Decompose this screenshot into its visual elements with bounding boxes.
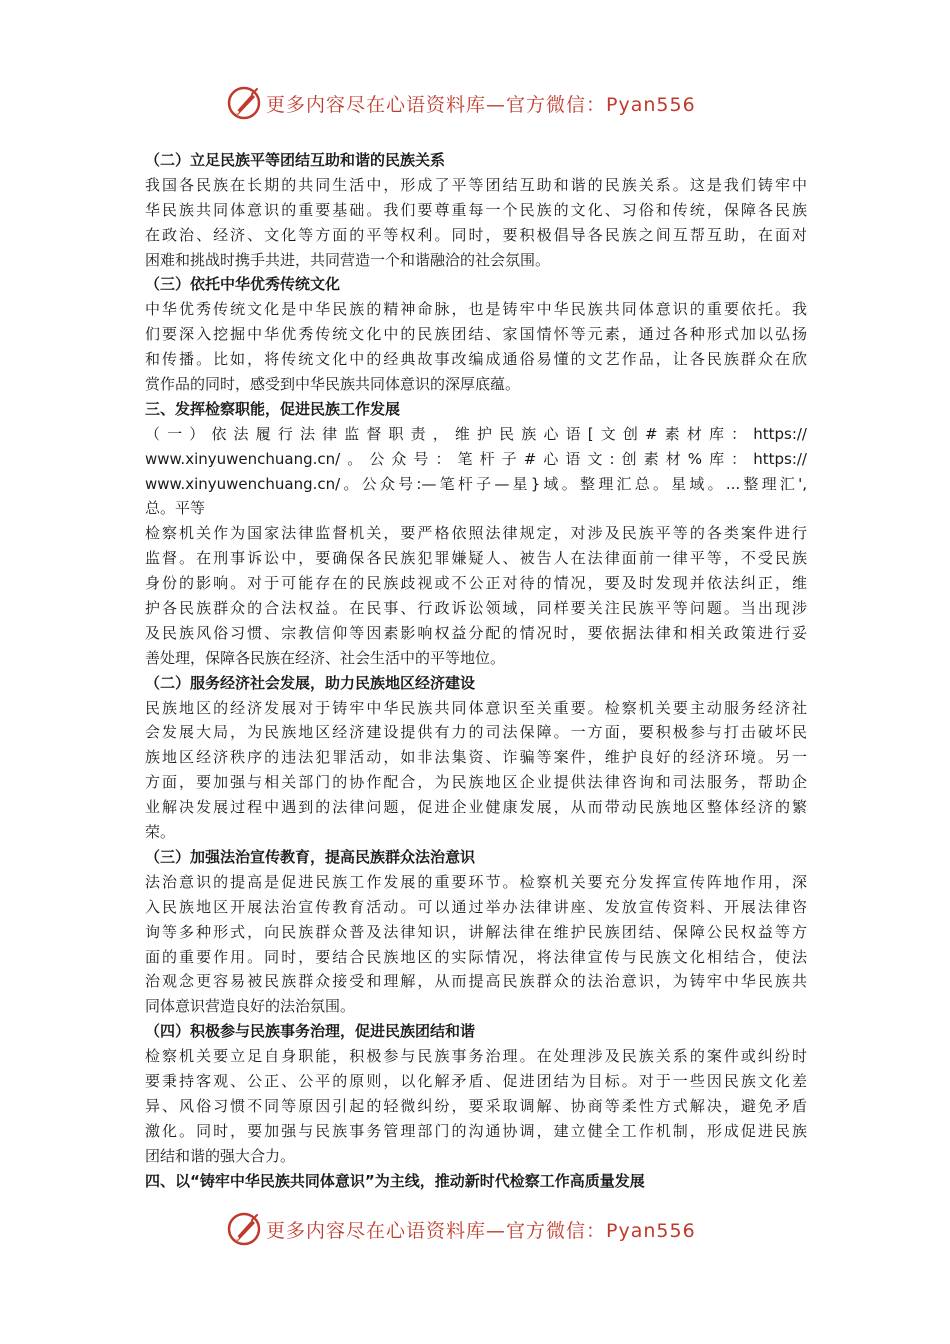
body-text-line: （一）依法履行法律监督职责，维护民族心语[文创#素材库：https://: [145, 424, 807, 443]
header-watermark-banner: [226, 83, 746, 123]
body-text-line: 在政治、经济、文化等方面的平等权利。同时，要积极倡导各民族之间互帮互助，在面对: [145, 225, 807, 244]
body-text-line: 异、风俗习惯不同等原因引起的轻微纠纷，要采取调解、协商等柔性方式解决，避免矛盾: [145, 1096, 807, 1115]
body-text-line: 身份的影响。对于可能存在的民族歧视或不公正对待的情况，要及时发现并依法纠正，维: [145, 574, 807, 593]
body-text-line: 治观念更容易被民族群众接受和理解，从而提高民族群众的法治意识，为铸牢中华民族共: [145, 972, 807, 991]
body-text-line: 族地区经济秩序的违法犯罪活动，如非法集资、诈骗等案件，维护良好的经济环境。另一: [145, 748, 807, 767]
body-text-line: 我国各民族在长期的共同生活中，形成了平等团结互助和谐的民族关系。这是我们铸牢中: [145, 175, 807, 194]
body-text-line: 华民族共同体意识的重要基础。我们要尊重每一个民族的文化、习俗和传统，保障各民族: [145, 200, 807, 219]
body-text-line: 护各民族群众的合法权益。在民事、行政诉讼领域，同样要关注民族平等问题。当出现涉: [145, 599, 807, 618]
body-text-line: 面的重要作用。同时，要结合民族地区的实际情况，将法律宣传与民族文化相结合，使法: [145, 947, 807, 966]
watermark-text: 更多内容尽在心语资料库—官方微信：Pyan556: [266, 93, 696, 116]
quill-pen-logo-icon: [226, 1211, 262, 1247]
body-text-line: 及民族风俗习惯、宗教信仰等因素影响权益分配的情况时，要依据法律和相关政策进行妥: [145, 623, 807, 642]
body-text-line: 会发展大局，为民族地区经济建设提供有力的司法保障。一方面，要积极参与打击破坏民: [145, 723, 807, 742]
body-text-line: 同体意识营造良好的法治氛围。: [145, 997, 356, 1016]
body-text-line: 团结和谐的强大合力。: [145, 1146, 296, 1165]
body-text-line: www.xinyuwenchuang.cn/。公众号：笔杆子#心语文:创素材%库：https://: [145, 449, 807, 468]
body-text-line: 要秉持客观、公正、公平的原则，以化解矛盾、促进团结为目标。对于一些因民族文化差: [145, 1071, 807, 1090]
footer-watermark-banner: [226, 1209, 746, 1249]
section-heading: （四）积极参与民族事务治理，促进民族团结和谐: [145, 1022, 476, 1041]
body-text-line: www.xinyuwenchuang.cn/。公众号:—笔杆子—星}域。整理汇总。星域。...整理汇',: [145, 474, 807, 493]
body-text-line: 检察机关作为国家法律监督机关，要严格依照法律规定，对涉及民族平等的各类案件进行: [145, 524, 807, 543]
quill-pen-logo-icon: [226, 85, 262, 121]
body-text-line: 困难和挑战时携手共进，共同营造一个和谐融洽的社会氛围。: [145, 250, 551, 269]
body-text-line: 方面，要加强与相关部门的协作配合，为民族地区企业提供法律咨询和司法服务，帮助企: [145, 773, 807, 792]
document-body: [145, 148, 807, 1193]
body-text-line: 检察机关要立足自身职能，积极参与民族事务治理。在处理涉及民族关系的案件或纠纷时: [145, 1047, 807, 1066]
section-heading: （三）依托中华优秀传统文化: [145, 275, 341, 294]
body-text-line: 业解决发展过程中遇到的法律问题，促进企业健康发展，从而带动民族地区整体经济的繁: [145, 798, 807, 817]
body-text-line: 民族地区的经济发展对于铸牢中华民族共同体意识至关重要。检察机关要主动服务经济社: [145, 698, 807, 717]
body-text-line: 监督。在刑事诉讼中，要确保各民族犯罪嫌疑人、被告人在法律面前一律平等，不受民族: [145, 549, 807, 568]
body-text-line: 中华优秀传统文化是中华民族的精神命脉，也是铸牢中华民族共同体意识的重要依托。我: [145, 300, 807, 319]
body-text-line: 赏作品的同时，感受到中华民族共同体意识的深厚底蕴。: [145, 375, 521, 394]
body-text-line: 总。平等: [145, 499, 206, 518]
section-heading: 三、发挥检察职能，促进民族工作发展: [145, 399, 401, 418]
body-text-line: 荣。: [145, 823, 176, 842]
body-text-line: 们要深入挖掘中华优秀传统文化中的民族团结、家国情怀等元素，通过各种形式加以弘扬: [145, 325, 807, 344]
body-text-line: 善处理，保障各民族在经济、社会生活中的平等地位。: [145, 648, 506, 667]
section-heading: 四、以“铸牢中华民族共同体意识”为主线，推动新时代检察工作高质量发展: [145, 1171, 645, 1190]
section-heading: （三）加强法治宣传教育，提高民族群众法治意识: [145, 847, 476, 866]
body-text-line: 法治意识的提高是促进民族工作发展的重要环节。检察机关要充分发挥宣传阵地作用，深: [145, 872, 807, 891]
body-text-line: 和传播。比如，将传统文化中的经典故事改编成通俗易懂的文艺作品，让各民族群众在欣: [145, 350, 807, 369]
section-heading: （二）立足民族平等团结互助和谐的民族关系: [145, 151, 446, 169]
watermark-text: 更多内容尽在心语资料库—官方微信：Pyan556: [266, 1219, 696, 1242]
section-heading: （二）服务经济社会发展，助力民族地区经济建设: [145, 673, 476, 692]
body-text-line: 激化。同时，要加强与民族事务管理部门的沟通协调，建立健全工作机制，形成促进民族: [145, 1121, 807, 1140]
body-text-line: 入民族地区开展法治宣传教育活动。可以通过举办法律讲座、发放宣传资料、开展法律咨: [145, 897, 807, 916]
body-text-line: 询等多种形式，向民族群众普及法律知识，讲解法律在维护民族团结、保障公民权益等方: [145, 922, 807, 941]
